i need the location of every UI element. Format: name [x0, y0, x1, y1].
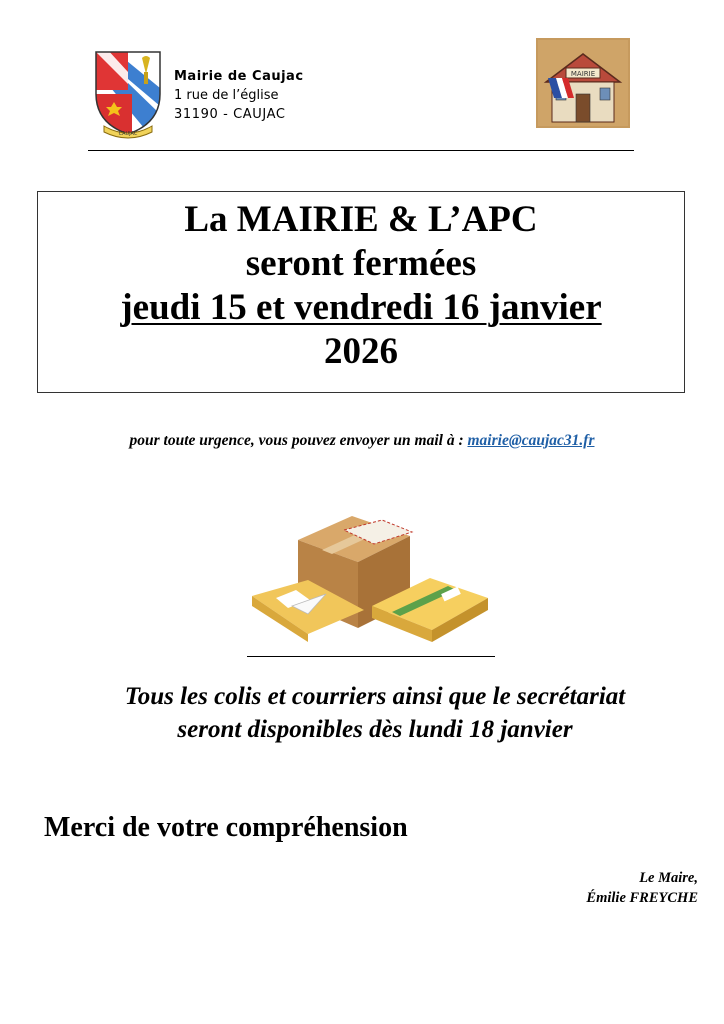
notice-year: 2026	[324, 331, 398, 372]
colis-line-1: Tous les colis et courriers ainsi que le secrétariat	[124, 683, 626, 710]
signature	[586, 868, 698, 908]
parcels-illustration	[252, 510, 492, 650]
notice-line-2: seront fermées	[245, 243, 477, 284]
org-name: Mairie de Caujac	[174, 69, 304, 84]
notice-box	[37, 191, 685, 393]
email-link[interactable]: mairie@caujac31.fr	[467, 432, 595, 449]
notice-dates: jeudi 15 et vendredi 16 janvier	[120, 287, 602, 328]
colis-text	[40, 680, 710, 746]
parcel-rule	[247, 656, 495, 657]
header-rule	[88, 150, 634, 151]
urgence-text: pour toute urgence, vous pouvez envoyer un mail à :	[129, 432, 468, 449]
address-line-1: 1 rue de l’église	[174, 88, 279, 103]
colis-line-2: seront disponibles dès lundi 18 janvier	[177, 716, 573, 743]
urgence-line	[0, 432, 724, 450]
crest-ribbon-text: CAUJAC	[118, 131, 138, 137]
address-line-2: 31190 - CAUJAC	[174, 107, 286, 122]
mairie-logo-text: MAIRIE	[570, 70, 596, 78]
signature-name: Émilie FREYCHE	[586, 890, 698, 906]
merci-text: Merci de votre compréhension	[44, 812, 408, 843]
signature-title: Le Maire,	[639, 870, 698, 886]
coat-of-arms-icon	[92, 48, 164, 140]
town-hall-icon	[536, 38, 630, 128]
notice-line-1: La MAIRIE & L’APC	[184, 199, 538, 240]
